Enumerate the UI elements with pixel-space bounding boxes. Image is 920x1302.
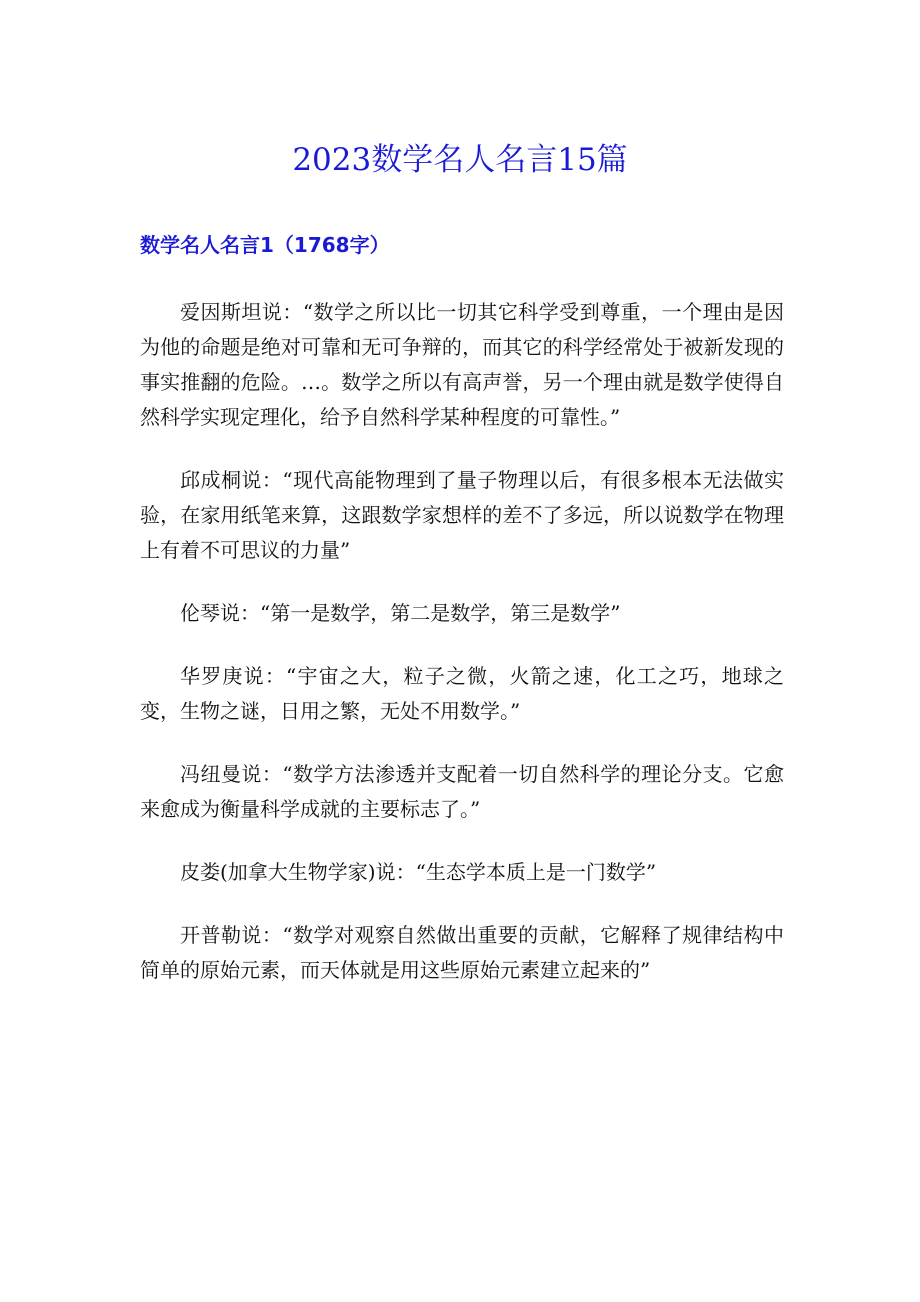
document-body: [140, 295, 784, 1016]
paragraph-neumann-quote: 冯纽曼说：“数学方法渗透并支配着一切自然科学的理论分支。它愈来愈成为衡量科学成就的主要标志了。”: [140, 762, 784, 821]
paragraph-pielou-quote: 皮娄(加拿大生物学家)说：“生态学本质上是一门数学”: [180, 860, 657, 884]
paragraph-yau-quote: 邱成桐说：“现代高能物理到了量子物理以后，有很多根本无法做实验，在家用纸笔来算，这跟数学家想样的差不了多远，所以说数学在物理上有着不可思议的力量”: [140, 468, 784, 562]
paragraph-roentgen-quote: 伦琴说：“第一是数学，第二是数学，第三是数学”: [180, 601, 621, 625]
paragraph-kepler-quote: 开普勒说：“数学对观察自然做出重要的贡献，它解释了规律结构中简单的原始元素，而天体就是用这些原始元素建立起来的”: [140, 923, 784, 982]
document-title: 2023数学名人名言15篇: [292, 142, 628, 178]
paragraph-einstein-quote: 爱因斯坦说：“数学之所以比一切其它科学受到尊重，一个理由是因为他的命题是绝对可靠和无可争辩的，而其它的科学经常处于被新发现的事实推翻的危险。…。数学之所以有高声誉，另一个理由就是数学使得自然科学实现定理化，给予自然科学某种程度的可靠性。”: [140, 300, 784, 429]
paragraph-hua-quote: 华罗庚说：“宇宙之大，粒子之微，火箭之速，化工之巧，地球之变，生物之谜，日用之繁，无处不用数学。”: [140, 664, 784, 723]
section-heading: 数学名人名言1（1768字）: [140, 233, 390, 257]
